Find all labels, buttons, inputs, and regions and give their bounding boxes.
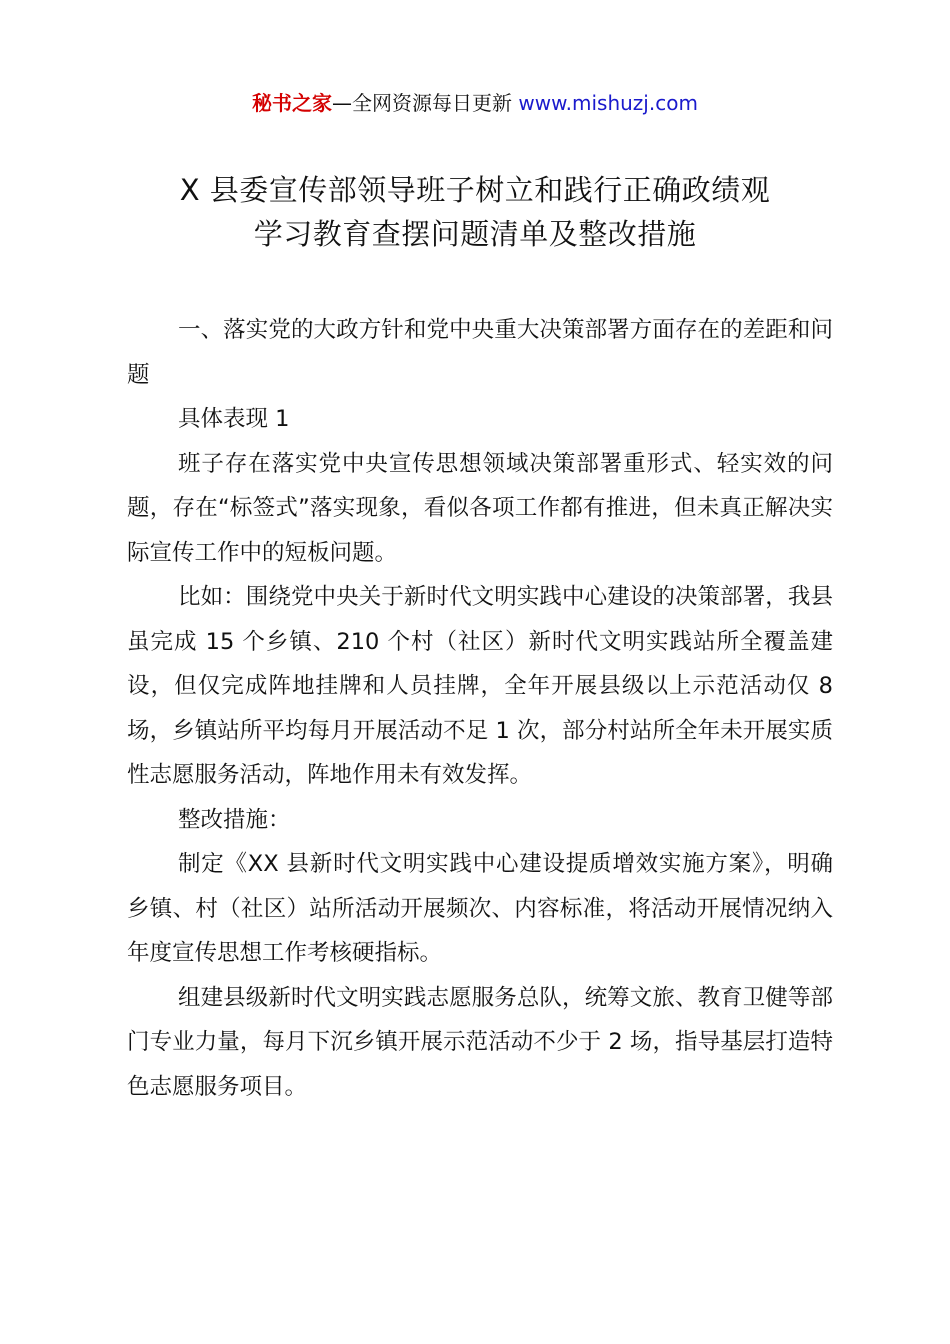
title-line-2: 学习教育查摆问题清单及整改措施 <box>253 217 697 251</box>
document-title <box>0 168 950 256</box>
brand-name: 秘书之家 <box>252 91 333 115</box>
banner-tagline: —全网资源每日更新 <box>332 91 513 115</box>
problem-paragraph: 班子存在落实党中央宣传思想领域决策部署重形式、轻实效的问题，存在“标签式”落实现象，看似各项工作都有推进，但未真正解决实际宣传工作中的短板问题。 <box>127 450 833 566</box>
measures-heading: 整改措施： <box>178 806 291 833</box>
title-line-1: X 县委宣传部领导班子树立和践行正确政绩观 <box>179 173 771 207</box>
measure-paragraph-2: 组建县级新时代文明实践志愿服务总队，统筹文旅、教育卫健等部门专业力量，每月下沉乡镇开展示范活动不少于 2 场，指导基层打造特色志愿服务项目。 <box>127 984 833 1100</box>
site-url-link[interactable]: www.mishuzj.com <box>518 91 698 115</box>
example-paragraph: 比如：围绕党中央关于新时代文明实践中心建设的决策部署，我县虽完成 15 个乡镇、210 个村（社区）新时代文明实践站所全覆盖建设，但仅完成阵地挂牌和人员挂牌，全年开展县级以上示范活动仅 8 场，乡镇站所平均每月开展活动不足 1 次，部分村站所全年未开展实质性志愿服务活动，阵地作用未有效发挥。 <box>127 584 833 788</box>
section-heading: 一、落实党的大政方针和党中央重大决策部署方面存在的差距和问题 <box>127 317 833 388</box>
document-body <box>127 308 833 1109</box>
site-banner <box>0 88 950 118</box>
measure-paragraph-1: 制定《XX 县新时代文明实践中心建设提质增效实施方案》，明确乡镇、村（社区）站所活动开展频次、内容标准，将活动开展情况纳入年度宣传思想工作考核硬指标。 <box>127 851 833 966</box>
item-heading: 具体表现 1 <box>178 406 290 432</box>
